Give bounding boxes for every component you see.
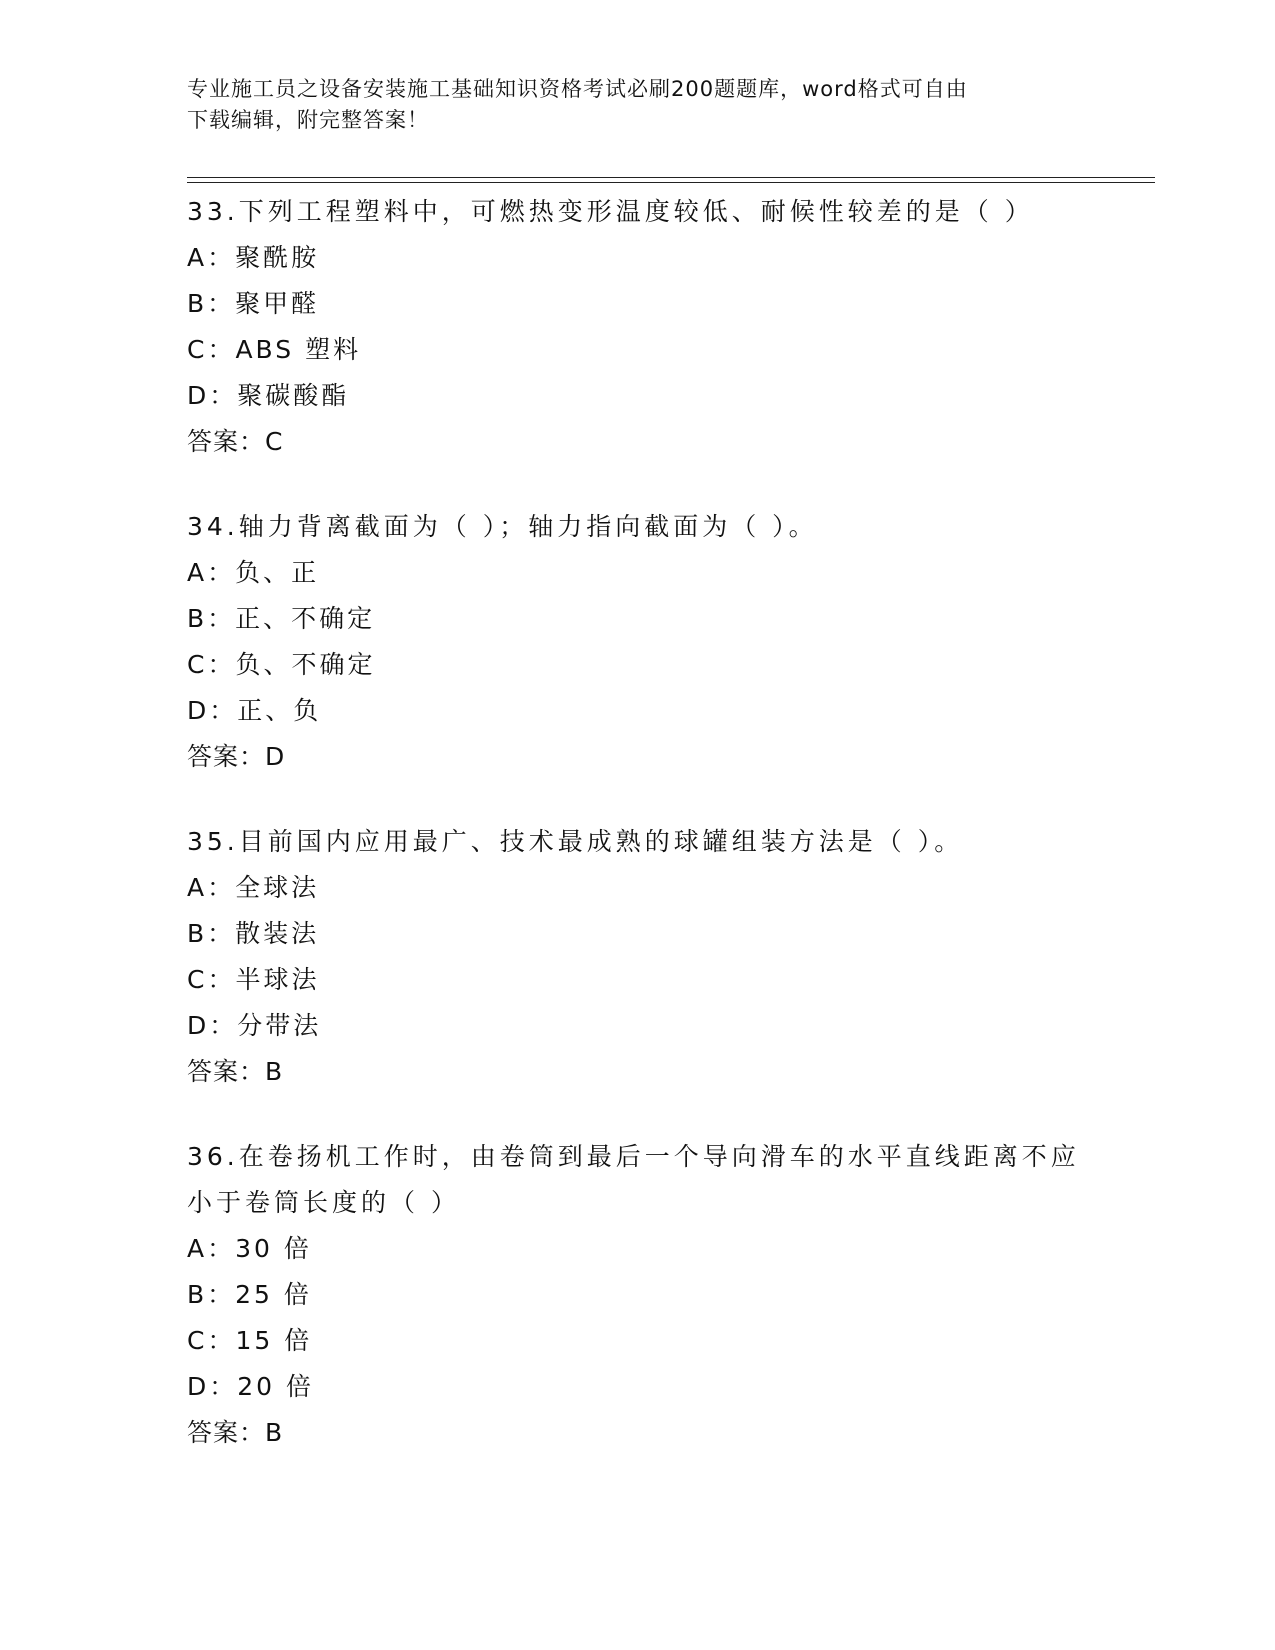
option-b: B：散装法 [187,919,320,948]
answer-value: B [265,1418,284,1447]
option-a: A：30 倍 [187,1234,312,1263]
answer-value: B [265,1057,284,1086]
option-c: C：半球法 [187,965,320,994]
option-d: D：正、负 [187,696,322,725]
option-d: D：聚碳酸酯 [187,381,350,410]
option-b: B：正、不确定 [187,604,376,633]
header-divider-bottom [187,182,1155,183]
answer-value: C [265,427,284,456]
answer-label: 答案： [187,1057,266,1086]
option-b: B：聚甲醛 [187,289,320,318]
question-36 [187,1134,1087,1456]
answer [187,1410,1087,1456]
answer [187,734,1087,780]
document-header [187,74,1067,136]
question-stem: 34.轴力背离截面为（ ）；轴力指向截面为（ ）。 [187,512,818,541]
header-line-2: 下载编辑，附完整答案！ [187,108,429,132]
header-divider-top [187,177,1155,178]
option-d: D：20 倍 [187,1372,315,1401]
option-a: A：聚酰胺 [187,243,320,272]
option-a: A：负、正 [187,558,320,587]
option-a: A：全球法 [187,873,320,902]
option-c: C：ABS 塑料 [187,335,362,364]
answer-label: 答案： [187,427,266,456]
answer [187,419,1087,465]
option-c: C：15 倍 [187,1326,313,1355]
header-line-1: 专业施工员之设备安装施工基础知识资格考试必刷200题题库，word格式可自由 [187,77,968,101]
question-stem: 36.在卷扬机工作时，由卷筒到最后一个导向滑车的水平直线距离不应小于卷筒长度的（ ） [187,1142,1080,1217]
answer-label: 答案： [187,1418,266,1447]
question-34 [187,504,1087,780]
answer-label: 答案： [187,742,266,771]
question-stem: 35.目前国内应用最广、技术最成熟的球罐组装方法是（ ）。 [187,827,964,856]
question-35 [187,819,1087,1095]
question-stem: 33.下列工程塑料中，可燃热变形温度较低、耐候性较差的是（ ） [187,197,1034,226]
answer-value: D [265,742,286,771]
question-list [187,189,1087,1495]
option-b: B：25 倍 [187,1280,312,1309]
option-c: C：负、不确定 [187,650,376,679]
answer [187,1049,1087,1095]
option-d: D：分带法 [187,1011,322,1040]
question-33 [187,189,1087,465]
